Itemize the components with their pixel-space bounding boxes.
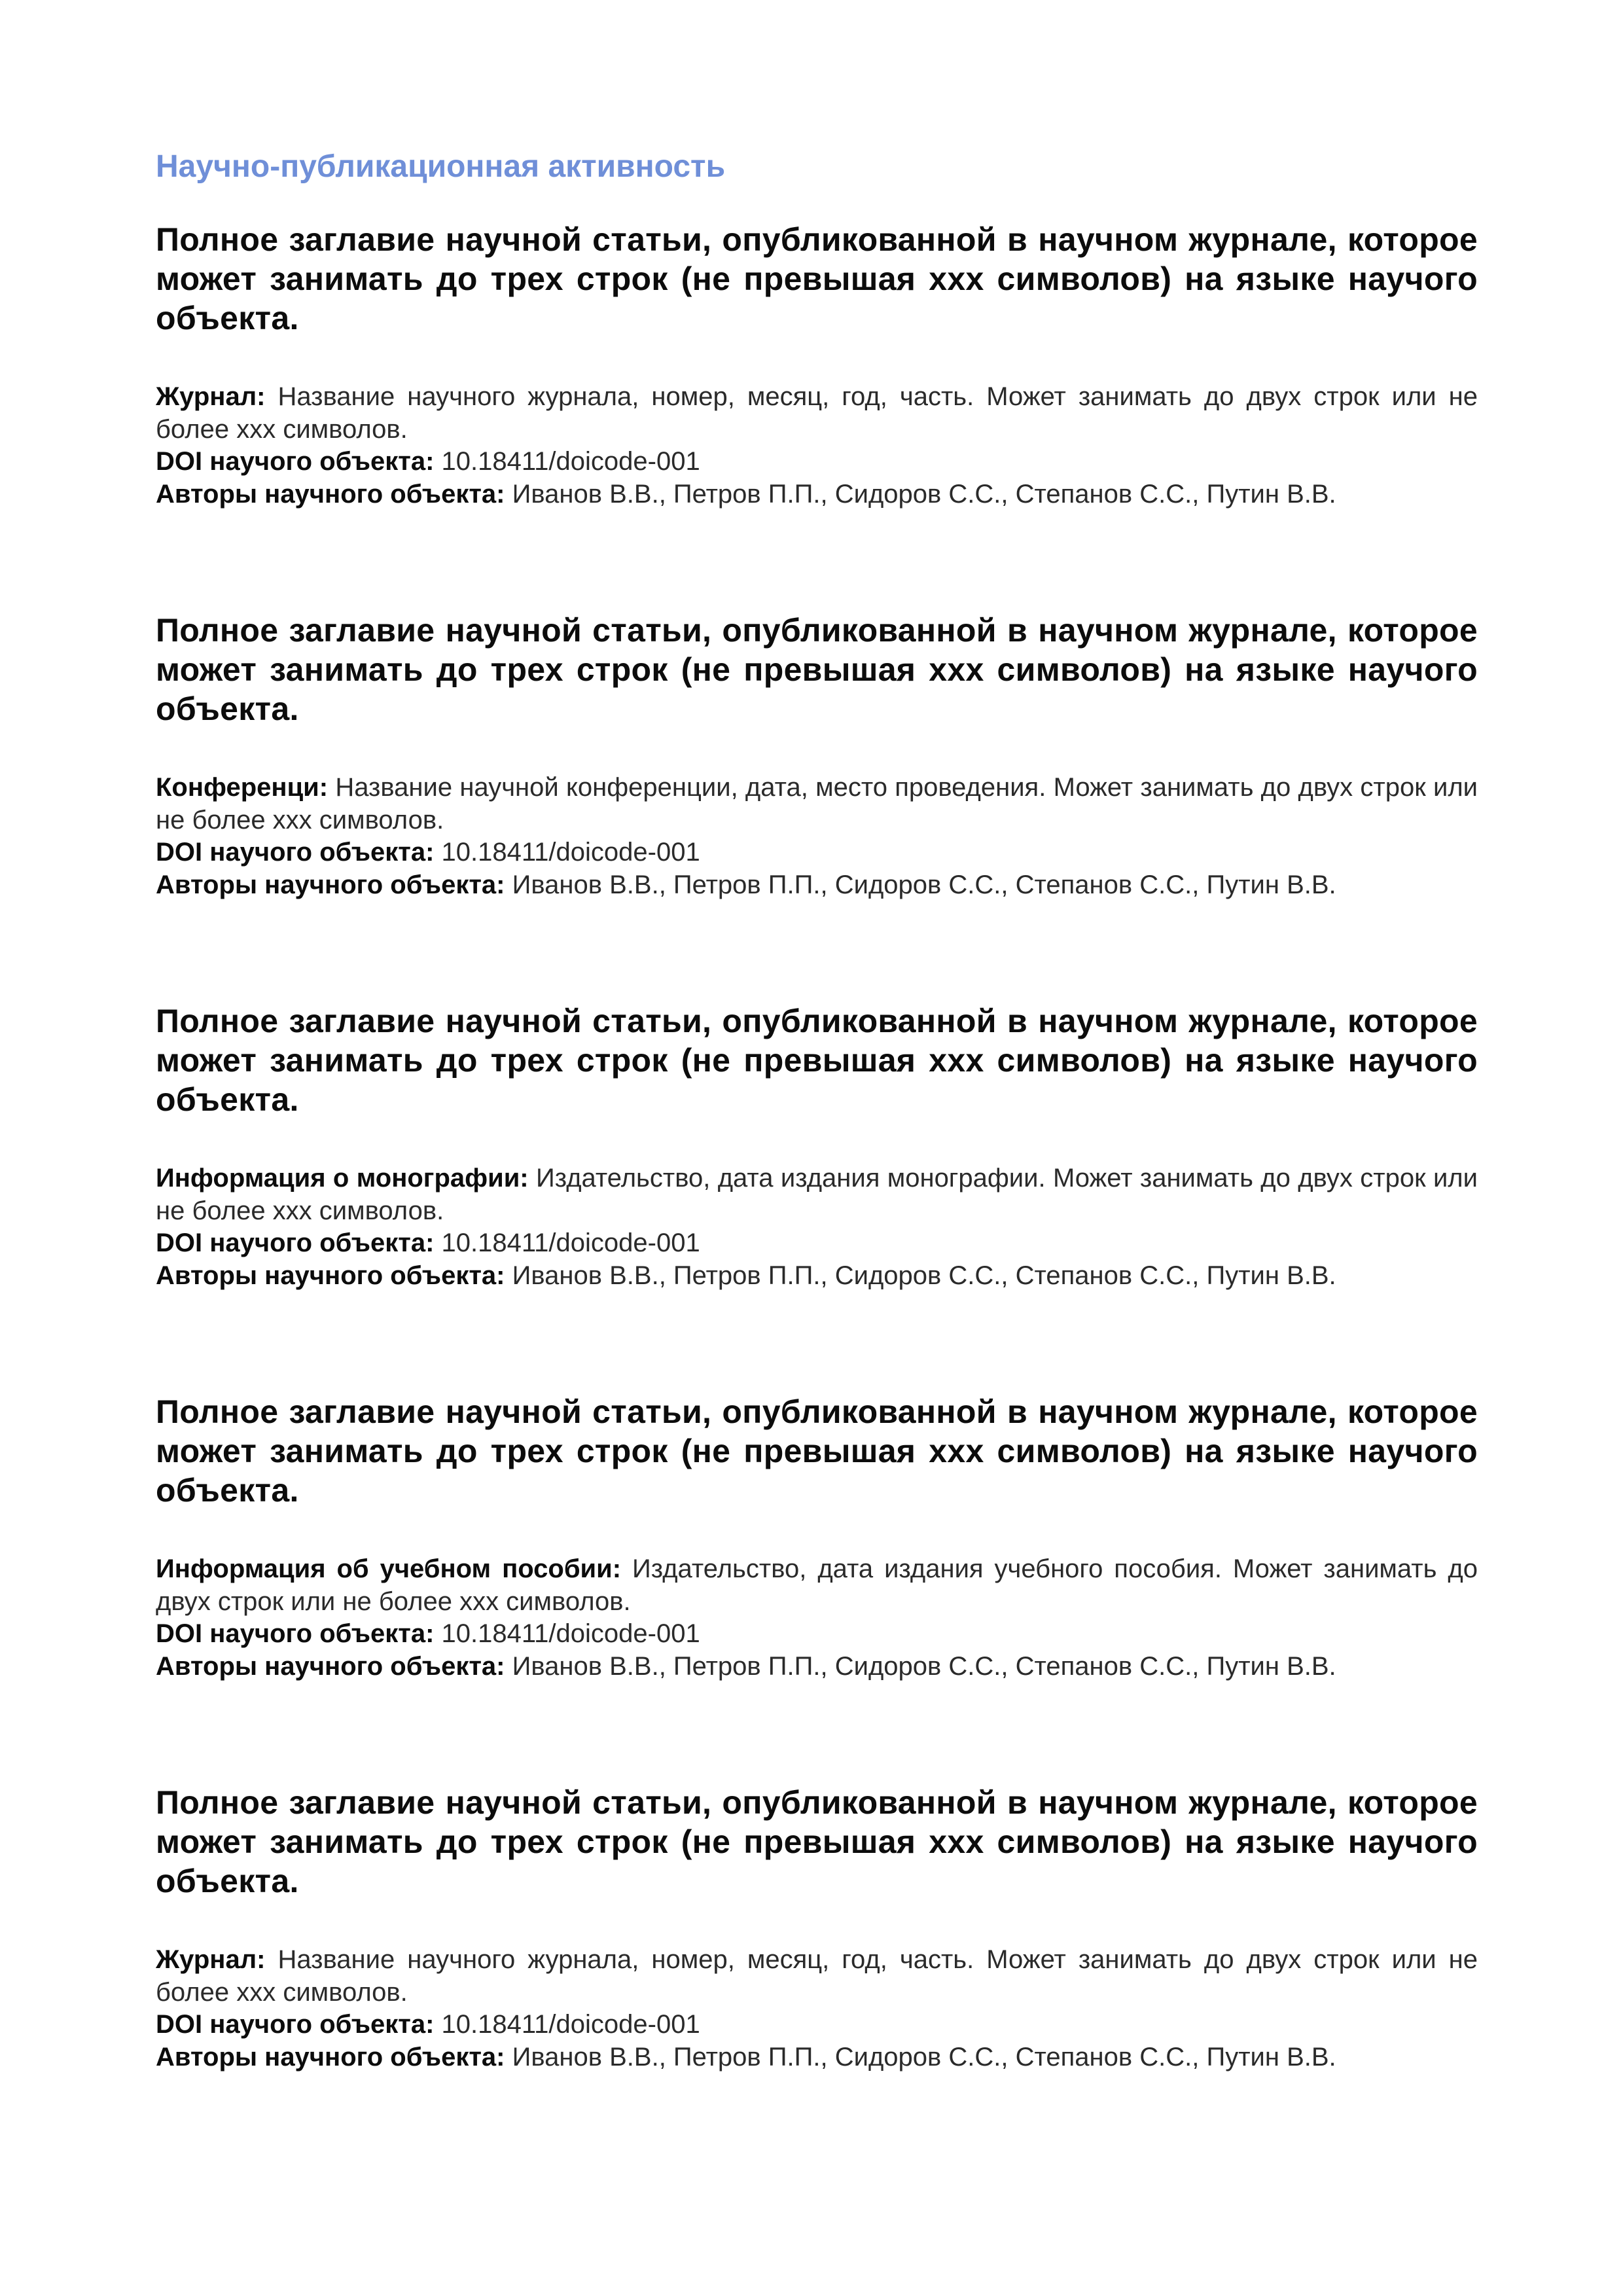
source-value: Издательство, дата издания монографии. Может занимать до двух строк или не более ххх символов.: [156, 1164, 1478, 1225]
source-line: [156, 1553, 1478, 1618]
source-label: Журнал:: [156, 1945, 266, 1974]
authors-value: Иванов В.В., Петров П.П., Сидоров С.С., Степанов С.С., Путин В.В.: [512, 1651, 1336, 1681]
publication-entry: [156, 1001, 1478, 1292]
doi-value: 10.18411/doicode-001: [441, 447, 700, 476]
authors-value: Иванов В.В., Петров П.П., Сидоров С.С., Степанов С.С., Путин В.В.: [512, 479, 1336, 509]
source-value: Название научной конференции, дата, место проведения. Может занимать до двух строк или не более ххх символов.: [156, 773, 1478, 834]
source-line: [156, 1944, 1478, 2009]
source-line: [156, 1162, 1478, 1227]
doi-value: 10.18411/doicode-001: [441, 838, 700, 867]
publication-meta: [156, 1553, 1478, 1683]
doi-value: 10.18411/doicode-001: [441, 1229, 700, 1257]
publication-title: Полное заглавие научной статьи, опубликованной в научном журнале, которое может занимать до трех строк (не превышая ххх символов) на языке научого объекта.: [156, 221, 1478, 336]
doi-line: [156, 1227, 1478, 1260]
source-label: Информация о монографии:: [156, 1164, 529, 1193]
publication-title: Полное заглавие научной статьи, опубликованной в научном журнале, которое может занимать до трех строк (не превышая ххх символов) на языке научого объекта.: [156, 1393, 1478, 1509]
publication-title: Полное заглавие научной статьи, опубликованной в научном журнале, которое может занимать до трех строк (не превышая ххх символов) на языке научого объекта.: [156, 1784, 1478, 1899]
doi-label: DOI научого объекта:: [156, 2010, 435, 2039]
source-label: Журнал:: [156, 382, 266, 411]
doi-line: [156, 836, 1478, 869]
publication-meta: [156, 1162, 1478, 1292]
source-label: Информация об учебном пособии:: [156, 1554, 622, 1583]
authors-label: Авторы научного объекта:: [156, 1651, 505, 1681]
source-line: [156, 772, 1478, 836]
publication-title: Полное заглавие научной статьи, опубликованной в научном журнале, которое может занимать до трех строк (не превышая ххх символов) на языке научого объекта.: [156, 1003, 1478, 1118]
doi-line: [156, 1618, 1478, 1651]
source-value: Название научного журнала, номер, месяц, год, часть. Может занимать до двух строк или не более ххх символов.: [156, 1945, 1478, 2007]
authors-value: Иванов В.В., Петров П.П., Сидоров С.С., Степанов С.С., Путин В.В.: [512, 1261, 1336, 1290]
authors-line: [156, 869, 1478, 902]
section-heading: Научно-публикационная активность: [156, 149, 726, 184]
authors-line: [156, 2041, 1478, 2074]
publication-meta: [156, 772, 1478, 901]
publication-entry: [156, 220, 1478, 511]
authors-value: Иванов В.В., Петров П.П., Сидоров С.С., Степанов С.С., Путин В.В.: [512, 2042, 1336, 2072]
source-label: Конференци:: [156, 773, 329, 802]
doi-label: DOI научого объекта:: [156, 1229, 435, 1257]
publication-entry: [156, 611, 1478, 901]
authors-line: [156, 1651, 1478, 1683]
doi-label: DOI научого объекта:: [156, 447, 435, 476]
source-value: Издательство, дата издания учебного пособия. Может занимать до двух строк или не более ххх символов.: [156, 1554, 1478, 1616]
doi-value: 10.18411/doicode-001: [441, 2010, 700, 2039]
authors-label: Авторы научного объекта:: [156, 870, 505, 899]
publication-meta: [156, 1944, 1478, 2073]
doi-line: [156, 2009, 1478, 2041]
doi-line: [156, 446, 1478, 478]
authors-line: [156, 478, 1478, 511]
publication-entry: [156, 1392, 1478, 1683]
source-line: [156, 381, 1478, 446]
publication-entry: [156, 1783, 1478, 2073]
document-page: [156, 0, 1478, 2296]
authors-label: Авторы научного объекта:: [156, 2042, 505, 2072]
publication-title: Полное заглавие научной статьи, опубликованной в научном журнале, которое может занимать до трех строк (не превышая ххх символов) на языке научого объекта.: [156, 612, 1478, 727]
authors-line: [156, 1260, 1478, 1293]
doi-value: 10.18411/doicode-001: [441, 1619, 700, 1648]
authors-value: Иванов В.В., Петров П.П., Сидоров С.С., Степанов С.С., Путин В.В.: [512, 870, 1336, 899]
authors-label: Авторы научного объекта:: [156, 1261, 505, 1290]
publication-meta: [156, 381, 1478, 511]
doi-label: DOI научого объекта:: [156, 838, 435, 867]
authors-label: Авторы научного объекта:: [156, 479, 505, 509]
source-value: Название научного журнала, номер, месяц, год, часть. Может занимать до двух строк или не более ххх символов.: [156, 382, 1478, 444]
doi-label: DOI научого объекта:: [156, 1619, 435, 1648]
